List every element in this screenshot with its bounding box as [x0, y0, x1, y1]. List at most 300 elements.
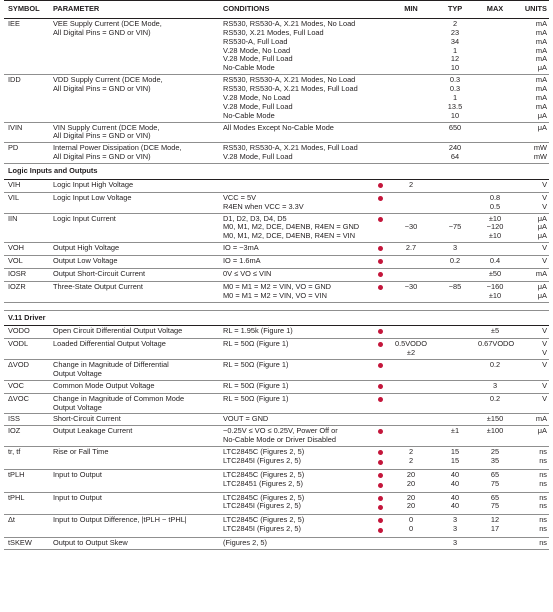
units-cell-line: V: [542, 348, 547, 358]
header-typ: TYP: [434, 1, 474, 19]
temp-range-cell: [374, 339, 386, 360]
full-temp-range-dot-icon: [378, 518, 383, 523]
temp-range-cell: [374, 18, 386, 74]
typ-cell: [434, 426, 474, 447]
max-cell-line: 0.8: [489, 192, 501, 202]
parameter-cell: [49, 339, 219, 360]
conditions-cell: [219, 469, 374, 492]
header-conditions: CONDITIONS: [219, 1, 374, 19]
typ-cell-line: 3: [452, 538, 458, 547]
table-row: [4, 18, 549, 74]
symbol-cell: tPHL: [4, 492, 49, 515]
symbol-cell: IVIN: [4, 122, 49, 143]
max-cell: [474, 243, 514, 256]
max-cell-line: ±100: [486, 426, 504, 436]
parameter-cell-line: All Digital Pins = GND or VIN): [53, 131, 151, 141]
typ-cell: [434, 256, 474, 269]
conditions-cell-line: V.28 Mode, Full Load: [223, 101, 293, 111]
conditions-cell-line: No-Cable Mode: [223, 110, 275, 120]
typ-cell-line: 0.3: [449, 84, 461, 93]
parameter-cell-line: Open Circuit Differential Output Voltage: [53, 326, 183, 336]
min-cell: [386, 75, 434, 122]
full-temp-range-dot-icon: [378, 505, 383, 510]
units-cell-line: μA: [537, 290, 547, 300]
conditions-cell-line: VCC = 5V: [223, 192, 257, 202]
units-cell-line: mW: [533, 152, 547, 162]
units-cell-line: V: [542, 393, 547, 403]
max-cell: [474, 492, 514, 515]
typ-cell: [434, 469, 474, 492]
typ-cell-line: 650: [448, 122, 462, 132]
conditions-cell: [219, 492, 374, 515]
min-cell: [386, 414, 434, 426]
symbol-cell: ΔVOD: [4, 360, 49, 381]
typ-cell: [434, 192, 474, 213]
min-cell: [386, 360, 434, 381]
typ-cell-line: 64: [450, 152, 460, 162]
parameter-cell: [49, 326, 219, 339]
typ-cell-line: 40: [450, 469, 460, 479]
typ-cell: [434, 179, 474, 192]
conditions-cell: [219, 426, 374, 447]
parameter-cell-line: All Digital Pins = GND or VIN): [53, 152, 151, 162]
temp-range-cell: [374, 492, 386, 515]
parameter-cell: [49, 538, 219, 550]
units-cell: [514, 143, 549, 164]
typ-cell-line: 15: [450, 455, 460, 465]
units-cell-line: mA: [535, 92, 547, 102]
min-cell: [386, 179, 434, 192]
header-symbol: SYMBOL: [4, 1, 49, 19]
typ-cell-line: 10: [450, 110, 460, 120]
temp-range-cell: [374, 179, 386, 192]
full-temp-range-dot-icon: [378, 496, 383, 501]
units-cell-line: ns: [539, 524, 547, 534]
full-temp-range-dot-icon: [378, 272, 383, 277]
conditions-cell-line: LTC28451 (Figures 2, 5): [223, 478, 303, 488]
parameter-cell-line: Change in Magnitude of Differential: [53, 360, 169, 369]
max-cell: [474, 360, 514, 381]
units-cell-line: mA: [535, 27, 547, 37]
conditions-cell: [219, 360, 374, 381]
min-cell: [386, 538, 434, 550]
units-cell: [514, 256, 549, 269]
units-cell-line: V: [542, 201, 547, 211]
typ-cell: [434, 75, 474, 122]
temp-range-cell: [374, 414, 386, 426]
units-cell: [514, 360, 549, 381]
typ-cell-line: 15: [450, 447, 460, 456]
conditions-cell-line: RS530, RS530-A, X.21 Modes, No Load: [223, 75, 356, 85]
temp-range-cell: [374, 281, 386, 302]
temp-range-cell: [374, 122, 386, 143]
units-cell-line: V: [542, 192, 547, 202]
units-cell-line: mA: [535, 84, 547, 93]
units-cell: [514, 192, 549, 213]
min-cell-line: 2: [408, 447, 414, 456]
units-cell-line: ns: [539, 538, 547, 547]
max-cell: [474, 380, 514, 393]
typ-cell-line: 12: [450, 54, 460, 64]
symbol-cell: VIL: [4, 192, 49, 213]
units-cell-line: mW: [533, 143, 547, 153]
conditions-cell-line: RS530, RS530-A, X.21 Modes, Full Load: [223, 143, 358, 153]
parameter-cell-line: Output Short-Circuit Current: [53, 268, 146, 278]
section-title: Logic Inputs and Outputs: [4, 164, 549, 180]
full-temp-range-dot-icon: [378, 217, 383, 222]
min-cell-line: −30: [404, 281, 418, 291]
max-cell: [474, 18, 514, 74]
table-row: [4, 447, 549, 470]
max-cell: [474, 426, 514, 447]
full-temp-range-dot-icon: [378, 183, 383, 188]
parameter-cell-line: All Digital Pins = GND or VIN): [53, 27, 151, 37]
conditions-cell-line: (Figures 2, 5): [223, 538, 267, 547]
conditions-cell-line: VOUT = GND: [223, 414, 269, 424]
header-units: UNITS: [514, 1, 549, 19]
conditions-cell-line: M0, M1, M2, DCE, D4ENB, R4EN = VIN: [223, 231, 356, 241]
units-cell-line: V: [542, 339, 547, 349]
min-cell-line: 20: [406, 469, 416, 479]
header-parameter: PARAMETER: [49, 1, 219, 19]
min-cell: [386, 281, 434, 302]
full-temp-range-dot-icon: [378, 246, 383, 251]
conditions-cell-line: RS530, RS530-A, X.21 Modes, Full Load: [223, 84, 358, 93]
min-cell-line: 0: [408, 524, 414, 534]
units-cell-line: ns: [539, 447, 547, 456]
max-cell-line: ±150: [486, 414, 504, 424]
parameter-cell-line: Three-State Output Current: [53, 281, 143, 291]
units-cell: [514, 414, 549, 426]
units-cell-line: μA: [537, 110, 547, 120]
min-cell-line: −30: [404, 222, 418, 232]
units-cell-line: mA: [535, 414, 547, 424]
parameter-cell: [49, 122, 219, 143]
typ-cell: [434, 515, 474, 538]
table-row: [4, 538, 549, 550]
table-row: [4, 164, 549, 180]
conditions-cell-line: No-Cable Mode: [223, 63, 275, 73]
units-cell-line: ns: [539, 515, 547, 525]
conditions-cell: [219, 122, 374, 143]
min-cell: [386, 426, 434, 447]
max-cell: [474, 538, 514, 550]
typ-cell: [434, 339, 474, 360]
max-cell-line: 75: [490, 501, 500, 511]
max-cell-line: ±10: [488, 231, 502, 241]
table-row: [4, 192, 549, 213]
typ-cell-line: −75: [448, 222, 462, 232]
temp-range-cell: [374, 538, 386, 550]
typ-cell-line: 40: [450, 478, 460, 488]
units-cell-line: ns: [539, 492, 547, 502]
min-cell: [386, 515, 434, 538]
min-cell-line: 20: [406, 478, 416, 488]
parameter-cell-line: Change in Magnitude of Common Mode: [53, 393, 185, 403]
conditions-cell: [219, 326, 374, 339]
temp-range-cell: [374, 515, 386, 538]
conditions-cell: [219, 268, 374, 281]
conditions-cell: [219, 538, 374, 550]
table-row: [4, 213, 549, 243]
conditions-cell: [219, 256, 374, 269]
conditions-cell-line: LTC2845I (Figures 2, 5): [223, 524, 301, 534]
header-max: MAX: [474, 1, 514, 19]
typ-cell: [434, 447, 474, 470]
temp-range-cell: [374, 393, 386, 414]
conditions-cell-line: LTC2845C (Figures 2, 5): [223, 469, 305, 479]
temp-range-cell: [374, 380, 386, 393]
typ-cell-line: [438, 292, 472, 301]
symbol-cell: VODO: [4, 326, 49, 339]
typ-cell-line: 3: [452, 515, 458, 525]
parameter-cell: [49, 469, 219, 492]
parameter-cell-line: Output Voltage: [53, 368, 102, 378]
max-cell-line: 0.2: [489, 360, 501, 369]
temp-range-cell: [374, 268, 386, 281]
conditions-cell: [219, 281, 374, 302]
units-cell: [514, 447, 549, 470]
conditions-cell-line: RS530, RS530-A, X.21 Modes, No Load: [223, 18, 356, 28]
units-cell-line: μA: [537, 281, 547, 291]
units-cell-line: V: [542, 243, 547, 253]
typ-cell-line: 40: [450, 501, 460, 511]
max-cell-line: −120: [486, 222, 504, 232]
typ-cell-line: 3: [452, 524, 458, 534]
conditions-cell-line: LTC2845C (Figures 2, 5): [223, 492, 305, 502]
symbol-cell: IOZR: [4, 281, 49, 302]
min-cell: [386, 393, 434, 414]
typ-cell: [434, 326, 474, 339]
table-row: [4, 492, 549, 515]
conditions-cell-line: V.28 Mode, Full Load: [223, 54, 293, 64]
symbol-cell: IEE: [4, 18, 49, 74]
symbol-cell: Δt: [4, 515, 49, 538]
max-cell: [474, 268, 514, 281]
symbol-cell: ISS: [4, 414, 49, 426]
full-temp-range-dot-icon: [378, 384, 383, 389]
parameter-cell: [49, 426, 219, 447]
symbol-cell: VOC: [4, 380, 49, 393]
typ-cell-line: 0.2: [449, 256, 461, 265]
parameter-cell-line: Logic Input Low Voltage: [53, 192, 132, 202]
conditions-cell-line: LTC2845I (Figures 2, 5): [223, 455, 301, 465]
table-row: [4, 179, 549, 192]
max-cell: [474, 414, 514, 426]
symbol-cell: IOZ: [4, 426, 49, 447]
typ-cell: [434, 393, 474, 414]
parameter-cell-line: Logic Input High Voltage: [53, 179, 134, 189]
table-row: [4, 281, 549, 302]
parameter-cell: [49, 213, 219, 243]
parameter-cell-line: Rise or Fall Time: [53, 447, 109, 456]
min-cell: [386, 18, 434, 74]
table-row: [4, 515, 549, 538]
conditions-cell-line: LTC2845I (Figures 2, 5): [223, 501, 301, 511]
max-cell: [474, 469, 514, 492]
min-cell: [386, 326, 434, 339]
min-cell-line: 2.7: [405, 243, 417, 253]
units-cell: [514, 515, 549, 538]
conditions-cell-line: M0 = M1 = M2 = VIN, VO = GND: [223, 281, 332, 291]
conditions-cell: [219, 515, 374, 538]
units-cell-line: μA: [537, 222, 547, 232]
units-cell-line: mA: [535, 101, 547, 111]
spacer-cell: [4, 302, 549, 310]
max-cell: [474, 256, 514, 269]
units-cell-line: mA: [535, 268, 547, 278]
units-cell: [514, 122, 549, 143]
conditions-cell: [219, 380, 374, 393]
max-cell-line: 75: [490, 478, 500, 488]
symbol-cell: VODL: [4, 339, 49, 360]
conditions-cell: [219, 393, 374, 414]
full-temp-range-dot-icon: [378, 460, 383, 465]
temp-range-cell: [374, 192, 386, 213]
parameter-cell-line: VEE Supply Current (DCE Mode,: [53, 18, 162, 28]
symbol-cell: PD: [4, 143, 49, 164]
table-body: [4, 18, 549, 549]
temp-range-cell: [374, 213, 386, 243]
units-cell: [514, 326, 549, 339]
parameter-cell-line: All Digital Pins = GND or VIN): [53, 84, 151, 93]
parameter-cell-line: VIN Supply Current (DCE Mode,: [53, 122, 160, 132]
parameter-cell-line: Output Low Voltage: [53, 256, 118, 265]
max-cell-line: ±5: [490, 326, 500, 336]
units-cell: [514, 380, 549, 393]
conditions-cell-line: −0.25V ≤ VO ≤ 0.25V, Power Off or: [223, 426, 338, 436]
table-row: [4, 243, 549, 256]
max-cell: [474, 447, 514, 470]
table-row: [4, 414, 549, 426]
conditions-cell-line: LTC2845C (Figures 2, 5): [223, 447, 305, 456]
table-row: [4, 360, 549, 381]
min-cell: [386, 213, 434, 243]
conditions-cell-line: No-Cable Mode or Driver Disabled: [223, 435, 336, 445]
max-cell: [474, 339, 514, 360]
typ-cell: [434, 122, 474, 143]
max-cell-line: 12: [490, 515, 500, 525]
typ-cell: [434, 268, 474, 281]
full-temp-range-dot-icon: [378, 329, 383, 334]
max-cell: [474, 393, 514, 414]
conditions-cell-line: All Modes Except No-Cable Mode: [223, 122, 334, 132]
max-cell: [474, 122, 514, 143]
typ-cell-line: 3: [452, 243, 458, 253]
parameter-cell: [49, 143, 219, 164]
conditions-cell-line: RL = 50Ω (Figure 1): [223, 339, 289, 349]
max-cell-line: 0.5: [489, 201, 501, 211]
parameter-cell-line: Output to Output Skew: [53, 538, 128, 547]
symbol-cell: ΔVOC: [4, 393, 49, 414]
units-cell: [514, 393, 549, 414]
max-cell-line: −160: [486, 281, 504, 291]
max-cell-line: 65: [490, 469, 500, 479]
typ-cell-line: 13.5: [447, 101, 463, 111]
temp-range-cell: [374, 447, 386, 470]
parameter-cell-line: Output Leakage Current: [53, 426, 133, 436]
units-cell-line: μA: [537, 426, 547, 436]
typ-cell: [434, 18, 474, 74]
symbol-cell: VIH: [4, 179, 49, 192]
symbol-cell: IDD: [4, 75, 49, 122]
max-cell: [474, 281, 514, 302]
units-cell-line: ns: [539, 478, 547, 488]
conditions-cell-line: D1, D2, D3, D4, D5: [223, 213, 287, 223]
units-cell: [514, 469, 549, 492]
units-cell: [514, 243, 549, 256]
max-cell: [474, 179, 514, 192]
full-temp-range-dot-icon: [378, 450, 383, 455]
typ-cell: [434, 281, 474, 302]
conditions-cell: [219, 192, 374, 213]
min-cell-line: [390, 292, 432, 301]
units-cell-line: V: [542, 326, 547, 336]
conditions-cell: [219, 179, 374, 192]
table-row: [4, 256, 549, 269]
full-temp-range-dot-icon: [378, 528, 383, 533]
parameter-cell: [49, 268, 219, 281]
units-cell-line: V: [542, 179, 547, 189]
typ-cell: [434, 538, 474, 550]
conditions-cell-line: IO = −3mA: [223, 243, 259, 253]
typ-cell: [434, 243, 474, 256]
typ-cell-line: 40: [450, 492, 460, 502]
parameter-cell-line: Input to Output: [53, 492, 102, 502]
temp-range-cell: [374, 360, 386, 381]
max-cell: [474, 515, 514, 538]
conditions-cell-line: RL = 1.95k (Figure 1): [223, 326, 293, 336]
parameter-cell: [49, 243, 219, 256]
parameter-cell: [49, 492, 219, 515]
conditions-cell: [219, 447, 374, 470]
units-cell: [514, 426, 549, 447]
conditions-cell-line: M0 = M1 = M2 = VIN, VO = VIN: [223, 290, 327, 300]
parameter-cell: [49, 447, 219, 470]
table-row: [4, 268, 549, 281]
header-dot: [374, 1, 386, 19]
max-cell: [474, 75, 514, 122]
parameter-cell-line: Input to Output: [53, 469, 102, 479]
conditions-cell-line: RL = 50Ω (Figure 1): [223, 393, 289, 403]
typ-cell-line: 1: [452, 92, 458, 102]
temp-range-cell: [374, 426, 386, 447]
units-cell: [514, 538, 549, 550]
table-row: [4, 469, 549, 492]
conditions-cell-line: RL = 50Ω (Figure 1): [223, 380, 289, 390]
units-cell-line: μA: [537, 231, 547, 241]
typ-cell: [434, 143, 474, 164]
typ-cell-line: 2: [452, 18, 458, 28]
max-cell-line: 25: [490, 447, 500, 456]
min-cell-line: 20: [406, 501, 416, 511]
units-cell: [514, 339, 549, 360]
parameter-cell: [49, 18, 219, 74]
max-cell-line: 65: [490, 492, 500, 502]
conditions-cell-line: V.28 Mode, Full Load: [223, 152, 293, 162]
max-cell: [474, 213, 514, 243]
table-row: [4, 302, 549, 310]
units-cell-line: mA: [535, 18, 547, 28]
conditions-cell: [219, 414, 374, 426]
units-cell: [514, 179, 549, 192]
units-cell: [514, 213, 549, 243]
temp-range-cell: [374, 326, 386, 339]
parameter-cell-line: Output Voltage: [53, 402, 102, 412]
typ-cell-line: [438, 232, 472, 241]
units-cell-line: μA: [537, 122, 547, 132]
parameter-cell: [49, 380, 219, 393]
